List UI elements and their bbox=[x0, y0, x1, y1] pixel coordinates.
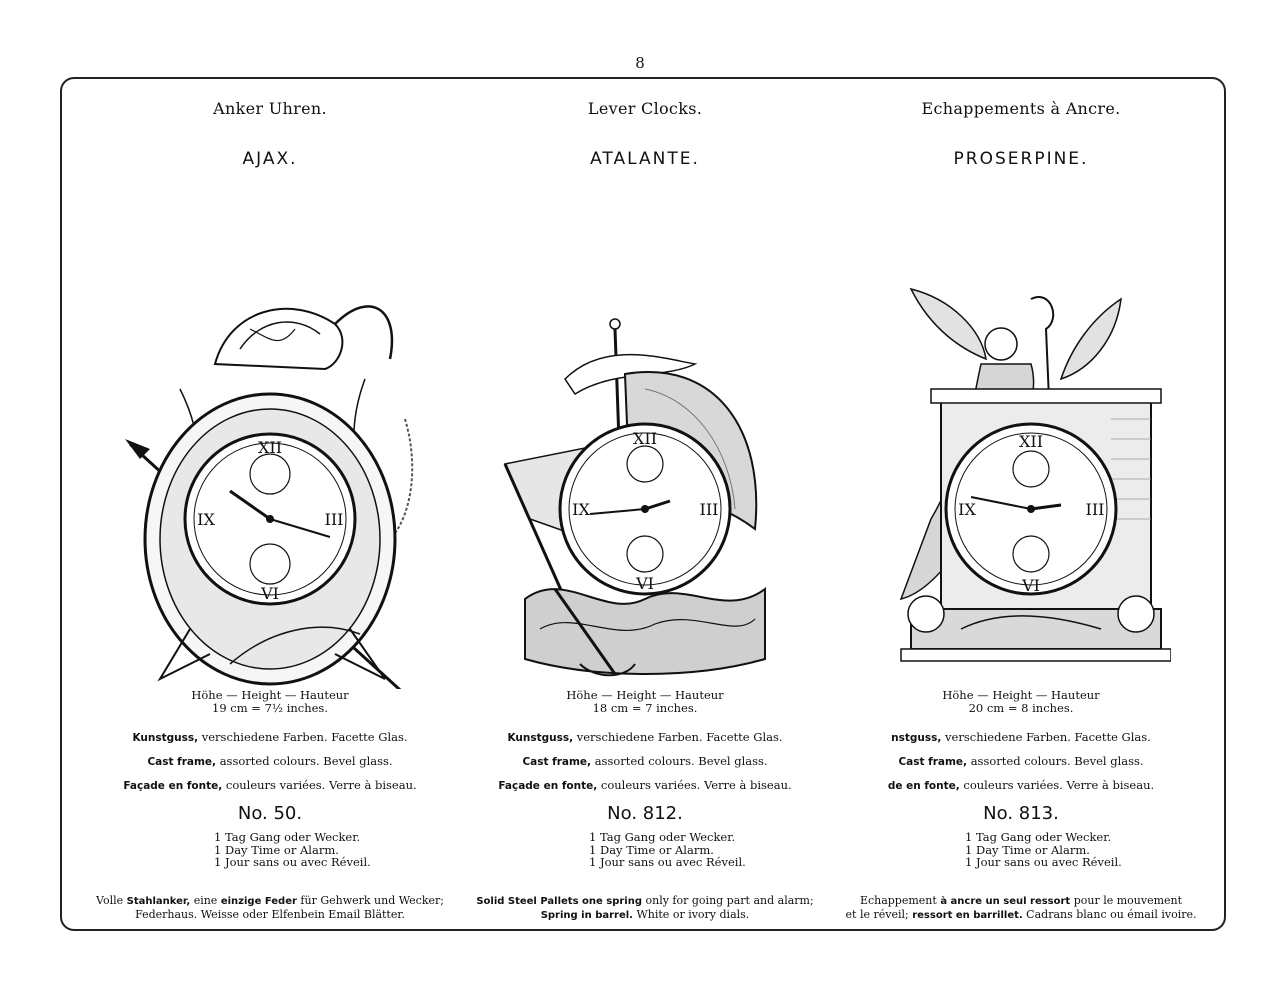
movement-options bbox=[452, 831, 838, 869]
footer-bold: einzige Feder bbox=[220, 896, 297, 907]
footer-bold: Spring in barrel. bbox=[540, 910, 633, 921]
svg-text:III: III bbox=[1085, 500, 1105, 519]
spec-bold: Cast frame, bbox=[147, 756, 217, 768]
footer-line-1 bbox=[818, 894, 1224, 908]
catalog-column-ajax bbox=[77, 79, 463, 929]
option-line: 1 Tag Gang oder Wecker. bbox=[965, 830, 1112, 844]
footer-line-2 bbox=[442, 908, 848, 922]
movement-options bbox=[828, 831, 1214, 869]
footer-bold: Solid Steel Pallets one spring bbox=[476, 896, 642, 907]
helmet-clock-illustration bbox=[120, 269, 420, 689]
spec-german bbox=[828, 730, 1214, 744]
footer-line-1 bbox=[442, 894, 848, 908]
spec-bold: nstguss, bbox=[891, 732, 942, 744]
footer-note-french bbox=[818, 894, 1224, 922]
footer-line-1 bbox=[67, 894, 473, 908]
spec-english bbox=[828, 754, 1214, 768]
spec-bold: Cast frame, bbox=[522, 756, 592, 768]
height-dimensions bbox=[77, 689, 463, 715]
spec-german bbox=[452, 730, 838, 744]
option-line: 1 Day Time or Alarm. bbox=[214, 842, 339, 857]
height-label: Höhe — Height — Hauteur bbox=[566, 688, 724, 702]
spec-french bbox=[77, 778, 463, 792]
spec-text: couleurs variées. Verre à biseau. bbox=[597, 778, 792, 792]
column-heading: Echappements à Ancre. bbox=[921, 99, 1121, 118]
height-label: Höhe — Height — Hauteur bbox=[942, 688, 1100, 702]
svg-text:VI: VI bbox=[1022, 576, 1040, 595]
footer-bold: ressort en barrillet. bbox=[912, 910, 1023, 921]
svg-text:IX: IX bbox=[572, 500, 590, 519]
footer-text: et le réveil; bbox=[845, 908, 913, 921]
column-heading: Anker Uhren. bbox=[213, 99, 327, 118]
svg-text:IX: IX bbox=[958, 500, 976, 519]
spec-german bbox=[77, 730, 463, 744]
spec-french bbox=[828, 778, 1214, 792]
page-number: 8 bbox=[635, 54, 645, 72]
catalog-frame bbox=[60, 77, 1226, 931]
spec-text: assorted colours. Bevel glass. bbox=[591, 754, 768, 768]
svg-text:XII: XII bbox=[632, 429, 658, 448]
spec-text: verschiedene Farben. Facette Glas. bbox=[573, 730, 783, 744]
svg-text:III: III bbox=[324, 510, 344, 529]
height-value: 20 cm = 8 inches. bbox=[968, 701, 1074, 715]
model-name: AJAX. bbox=[242, 149, 298, 169]
spec-text: verschiedene Farben. Facette Glas. bbox=[198, 730, 408, 744]
option-line: 1 Day Time or Alarm. bbox=[589, 842, 714, 857]
footer-note-english bbox=[442, 894, 848, 922]
catalog-number: No. 50. bbox=[237, 803, 303, 824]
height-value: 19 cm = 7½ inches. bbox=[212, 701, 328, 715]
spec-text: couleurs variées. Verre à biseau. bbox=[222, 778, 417, 792]
spec-english bbox=[452, 754, 838, 768]
height-label: Höhe — Height — Hauteur bbox=[191, 688, 349, 702]
spec-text: verschiedene Farben. Facette Glas. bbox=[941, 730, 1151, 744]
model-name: ATALANTE. bbox=[590, 149, 700, 169]
footer-line-2: Federhaus. Weisse oder Elfenbein Email Blätter. bbox=[135, 908, 405, 921]
svg-text:VI: VI bbox=[261, 584, 279, 603]
height-dimensions bbox=[452, 689, 838, 715]
footer-text: only for going part and alarm; bbox=[642, 894, 814, 907]
footer-text: Echappement bbox=[859, 894, 941, 907]
svg-text:XII: XII bbox=[257, 438, 283, 457]
catalog-column-atalante bbox=[452, 79, 838, 929]
spec-bold: Kunstguss, bbox=[507, 732, 574, 744]
footer-bold: Stahlanker, bbox=[126, 896, 191, 907]
spec-bold: Façade en fonte, bbox=[123, 780, 223, 792]
catalog-number: No. 812. bbox=[607, 803, 683, 824]
footer-text: für Gehwerk und Wecker; bbox=[296, 894, 444, 907]
footer-note-german bbox=[67, 894, 473, 921]
spec-bold: Cast frame, bbox=[898, 756, 968, 768]
column-heading: Lever Clocks. bbox=[587, 99, 703, 118]
spec-english bbox=[77, 754, 463, 768]
spec-bold: de en fonte, bbox=[887, 780, 960, 792]
svg-text:XII: XII bbox=[1018, 432, 1044, 451]
option-line: 1 Jour sans ou avec Réveil. bbox=[589, 855, 746, 869]
spec-text: assorted colours. Bevel glass. bbox=[216, 754, 393, 768]
option-line: 1 Day Time or Alarm. bbox=[965, 842, 1090, 857]
height-value: 18 cm = 7 inches. bbox=[592, 701, 698, 715]
footer-text: White or ivory dials. bbox=[632, 908, 750, 921]
spec-french bbox=[452, 778, 838, 792]
catalog-column-proserpine bbox=[828, 79, 1214, 929]
catalog-number: No. 813. bbox=[983, 803, 1059, 824]
svg-text:IX: IX bbox=[197, 510, 215, 529]
footer-bold: à ancre un seul ressort bbox=[940, 896, 1071, 907]
footer-text: Volle bbox=[96, 894, 127, 907]
option-line: 1 Jour sans ou avec Réveil. bbox=[965, 855, 1122, 869]
footer-text: Cadrans blanc ou émail ivoire. bbox=[1022, 908, 1197, 921]
option-line: 1 Tag Gang oder Wecker. bbox=[214, 830, 361, 844]
svg-text:III: III bbox=[699, 500, 719, 519]
spec-bold: Façade en fonte, bbox=[498, 780, 598, 792]
svg-text:VI: VI bbox=[636, 574, 654, 593]
footer-line-2 bbox=[818, 908, 1224, 922]
spec-bold: Kunstguss, bbox=[132, 732, 199, 744]
option-line: 1 Jour sans ou avec Réveil. bbox=[214, 855, 371, 869]
footer-text: eine bbox=[190, 894, 221, 907]
angel-figure-clock-illustration bbox=[871, 269, 1171, 689]
height-dimensions bbox=[828, 689, 1214, 715]
option-line: 1 Tag Gang oder Wecker. bbox=[589, 830, 736, 844]
model-name: PROSERPINE. bbox=[953, 149, 1089, 169]
movement-options bbox=[77, 831, 463, 869]
spec-text: assorted colours. Bevel glass. bbox=[967, 754, 1144, 768]
footer-text: pour le mouvement bbox=[1070, 894, 1183, 907]
ship-sail-clock-illustration bbox=[495, 269, 795, 689]
spec-text: couleurs variées. Verre à biseau. bbox=[959, 778, 1155, 792]
